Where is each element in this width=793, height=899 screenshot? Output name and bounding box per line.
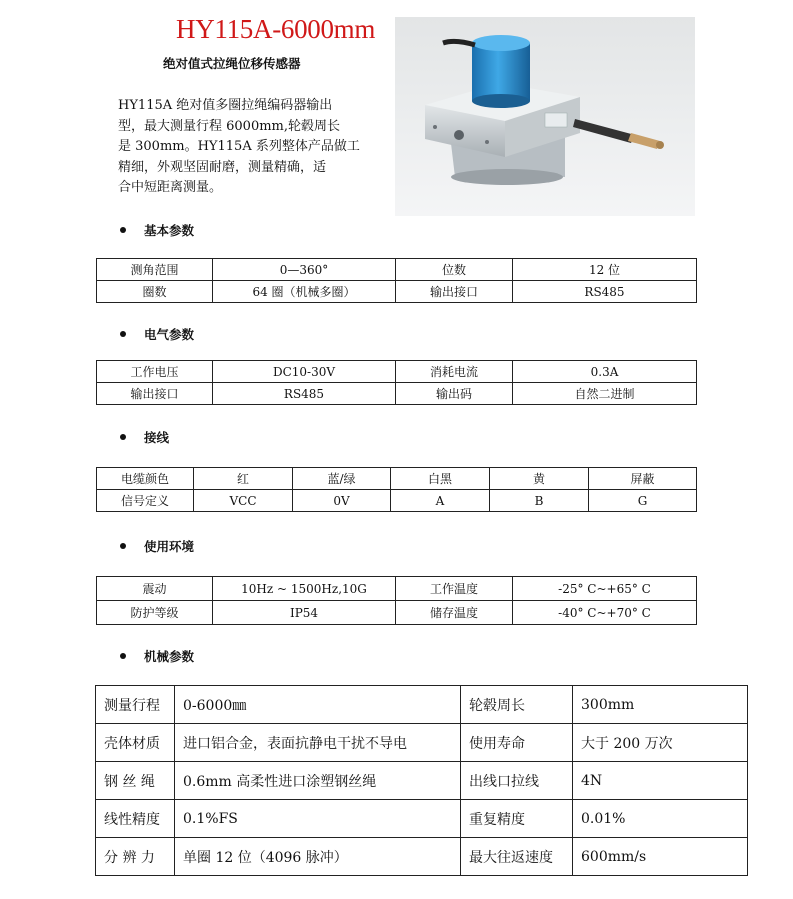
table-cell: 测量行程 <box>96 686 175 724</box>
table-row <box>96 686 748 724</box>
table-cell: 大于 200 万次 <box>573 724 748 762</box>
table-cell: 自然二进制 <box>513 383 697 405</box>
product-subtitle: 绝对值式拉绳位移传感器 <box>163 56 301 71</box>
table-cell: 10Hz ~ 1500Hz,10G <box>213 577 396 601</box>
section-title: 电气参数 <box>144 327 195 342</box>
table-row <box>96 762 748 800</box>
table-cell: 0.01% <box>573 800 748 838</box>
table-cell: 输出接口 <box>396 281 513 303</box>
section-heading-environment <box>120 537 194 555</box>
table-cell: 4N <box>573 762 748 800</box>
bullet-icon <box>120 543 126 549</box>
table-row <box>97 468 697 490</box>
table-cell: 屏蔽 <box>589 468 697 490</box>
section-title: 机械参数 <box>144 649 195 664</box>
table-cell: 防护等级 <box>97 601 213 625</box>
section-title: 接线 <box>144 430 170 445</box>
table-cell: 储存温度 <box>396 601 513 625</box>
table-cell: 工作温度 <box>396 577 513 601</box>
table-cell: 信号定义 <box>97 490 194 512</box>
table-cell: 壳体材质 <box>96 724 175 762</box>
intro-line: 是 300mm。HY115A 系列整体产品做工 <box>118 139 360 154</box>
section-heading-basic <box>120 221 194 239</box>
table-cell: RS485 <box>213 383 396 405</box>
table-cell: 输出接口 <box>97 383 213 405</box>
section-title: 使用环境 <box>144 539 195 554</box>
table-cell: VCC <box>194 490 293 512</box>
table-cell: 轮毂周长 <box>461 686 573 724</box>
table-cell: 分 辨 力 <box>96 838 175 876</box>
table-cell: 0-6000㎜ <box>175 686 461 724</box>
table-row <box>96 800 748 838</box>
table-cell: 白黑 <box>391 468 490 490</box>
table-row <box>96 724 748 762</box>
table-cell: G <box>589 490 697 512</box>
table-row <box>97 361 697 383</box>
table-cell: 测角范围 <box>97 259 213 281</box>
table-cell: 64 圈（机械多圈） <box>213 281 396 303</box>
table-cell: 单圈 12 位（4096 脉冲） <box>175 838 461 876</box>
section-heading-mechanical <box>120 647 194 665</box>
table-cell: 消耗电流 <box>396 361 513 383</box>
table-cell: 震动 <box>97 577 213 601</box>
intro-line: 合中短距离测量。 <box>118 180 223 195</box>
wiring-table <box>96 467 697 512</box>
table-row <box>97 577 697 601</box>
table-cell: 0—360° <box>213 259 396 281</box>
basic-params-table <box>96 258 697 303</box>
table-cell: 输出码 <box>396 383 513 405</box>
electrical-params-table <box>96 360 697 405</box>
table-cell: 300mm <box>573 686 748 724</box>
table-cell: B <box>490 490 589 512</box>
table-cell: -25° C~+65° C <box>513 577 697 601</box>
section-heading-electrical <box>120 325 194 343</box>
table-cell: 最大往返速度 <box>461 838 573 876</box>
table-cell: 12 位 <box>513 259 697 281</box>
table-cell: 0.6mm 高柔性进口涂塑钢丝绳 <box>175 762 461 800</box>
table-cell: 位数 <box>396 259 513 281</box>
table-row <box>97 259 697 281</box>
table-cell: 使用寿命 <box>461 724 573 762</box>
table-cell: RS485 <box>513 281 697 303</box>
intro-paragraph <box>118 96 380 199</box>
table-cell: 重复精度 <box>461 800 573 838</box>
table-cell: -40° C~+70° C <box>513 601 697 625</box>
table-cell: 钢 丝 绳 <box>96 762 175 800</box>
section-title: 基本参数 <box>144 223 195 238</box>
section-heading-wiring <box>120 428 169 446</box>
table-cell: 600mm/s <box>573 838 748 876</box>
intro-line: 型，最大测量行程 6000mm,轮毂周长 <box>118 118 341 134</box>
table-cell: A <box>391 490 490 512</box>
table-cell: 圈数 <box>97 281 213 303</box>
table-cell: 红 <box>194 468 293 490</box>
intro-line: HY115A 绝对值多圈拉绳编码器输出 <box>118 98 333 113</box>
table-cell: 进口铝合金，表面抗静电干扰不导电 <box>175 724 461 762</box>
intro-line: 精细，外观坚固耐磨，测量精确，适 <box>118 159 327 175</box>
table-cell: 0.1%FS <box>175 800 461 838</box>
table-row <box>97 490 697 512</box>
table-cell: 蓝/绿 <box>293 468 391 490</box>
product-photo <box>395 17 695 216</box>
table-cell: 0.3A <box>513 361 697 383</box>
table-cell: 0V <box>293 490 391 512</box>
bullet-icon <box>120 227 126 233</box>
table-cell: DC10-30V <box>213 361 396 383</box>
table-cell: 黄 <box>490 468 589 490</box>
table-row <box>97 601 697 625</box>
table-cell: 工作电压 <box>97 361 213 383</box>
table-cell: 电缆颜色 <box>97 468 194 490</box>
table-row <box>97 281 697 303</box>
environment-table <box>96 576 697 625</box>
table-row <box>96 838 748 876</box>
product-title: HY115A-6000mm <box>176 14 376 44</box>
table-row <box>97 383 697 405</box>
bullet-icon <box>120 653 126 659</box>
draw-wire-encoder-illustration <box>395 17 695 216</box>
table-cell: 线性精度 <box>96 800 175 838</box>
bullet-icon <box>120 434 126 440</box>
table-cell: IP54 <box>213 601 396 625</box>
table-cell: 出线口拉线 <box>461 762 573 800</box>
bullet-icon <box>120 331 126 337</box>
mechanical-params-table <box>95 685 748 876</box>
